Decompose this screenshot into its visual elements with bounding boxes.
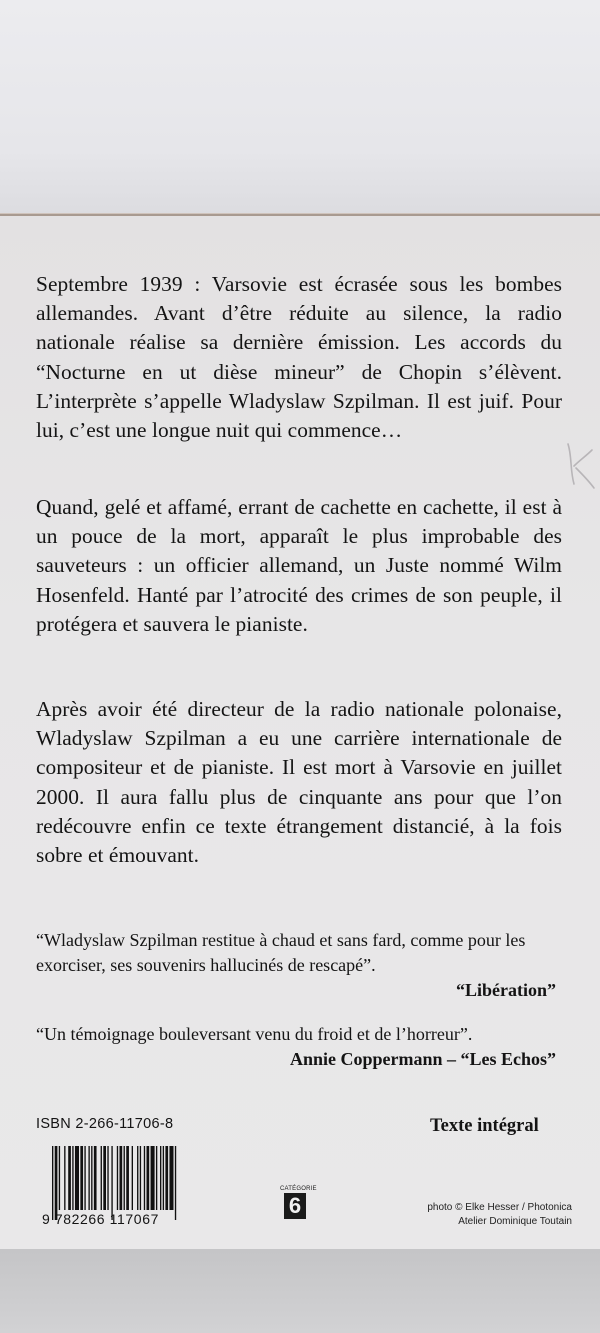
- press-quote-1: “Wladyslaw Szpilman restitue à chaud et sans fard, comme pour les exorciser, ses souvenirs hallucinés de rescapé”.: [36, 930, 526, 975]
- barcode-bar: [156, 1146, 157, 1210]
- barcode-bar: [117, 1146, 118, 1210]
- barcode-bar: [163, 1146, 164, 1210]
- isbn-label: ISBN 2-266-11706-8: [36, 1116, 174, 1132]
- barcode-bar: [84, 1146, 85, 1210]
- barcode-bar: [147, 1146, 150, 1210]
- barcode-bar: [55, 1146, 58, 1220]
- barcode-bar: [175, 1146, 176, 1220]
- category-label: CATÉGORIE: [280, 1186, 317, 1192]
- barcode-bar: [68, 1146, 71, 1210]
- category-badge: [280, 1186, 317, 1230]
- barcode-bar: [94, 1146, 97, 1210]
- barcode-bar: [91, 1146, 92, 1210]
- barcode-bar: [88, 1146, 89, 1210]
- edition-note: Texte intégral: [430, 1116, 539, 1136]
- barcode-bar: [120, 1146, 123, 1210]
- barcode-bar: [124, 1146, 125, 1210]
- photo-credit: photo © Elke Hesser / Photonica: [427, 1202, 572, 1213]
- barcode-bar: [151, 1146, 155, 1210]
- barcode-bar: [165, 1146, 168, 1210]
- barcode-bar: [137, 1146, 138, 1210]
- barcode-bar: [107, 1146, 108, 1210]
- press-quote-1-source: “Libération”: [455, 980, 556, 1000]
- barcode-bar: [140, 1146, 141, 1210]
- table-surface-bottom: [0, 1245, 600, 1333]
- barcode-bar: [59, 1146, 60, 1210]
- barcode-bar: [126, 1146, 129, 1210]
- barcode-number: 9 782266 117067: [42, 1211, 159, 1226]
- barcode-bar: [75, 1146, 79, 1210]
- pencil-scribble: [562, 436, 600, 496]
- barcode-bar: [144, 1146, 145, 1210]
- category-number: 6: [284, 1193, 306, 1219]
- barcode-bar: [52, 1146, 53, 1220]
- press-quote-2-source: Annie Coppermann – “Les Echos”: [289, 1049, 556, 1069]
- barcode-bar: [80, 1146, 83, 1210]
- barcode-bar: [101, 1146, 102, 1210]
- barcode-bar: [103, 1146, 106, 1210]
- barcode-bar: [132, 1146, 133, 1210]
- blurb-paragraph-3: Après avoir été directeur de la radio nationale polonaise, Wladyslaw Szpilman a eu une carrière internationale de compositeur et de pianiste. Il est mort à Varsovie en juillet 2000. Il aura fallu plus de cinquante ans pour que l’on redécouvre enfin ce texte étrangement distancié, à la fois sobre et émouvant.: [36, 697, 562, 868]
- barcode: [38, 1146, 228, 1226]
- blurb-paragraph-1: Septembre 1939 : Varsovie est écrasée sous les bombes allemandes. Avant d’être réduite au silence, la radio nationale réalise sa dernière émission. Les accords du “Nocturne en ut dièse mineur” de Chopin s’élèvent. L’interprète s’appelle Wladyslaw Szpilman. Il est juif. Pour lui, c’est une longue nuit qui commence…: [36, 272, 562, 443]
- barcode-bar: [111, 1146, 112, 1220]
- table-surface-top: [0, 0, 600, 215]
- barcode-bar: [160, 1146, 161, 1210]
- press-quote-2: “Un témoignage bouleversant venu du froid et de l’horreur”.: [36, 1024, 473, 1044]
- design-credit: Atelier Dominique Toutain: [458, 1216, 572, 1227]
- barcode-bar: [169, 1146, 173, 1210]
- barcode-bar: [64, 1146, 65, 1210]
- barcode-bar: [72, 1146, 73, 1210]
- blurb-paragraph-2: Quand, gelé et affamé, errant de cachette en cachette, il est à un pouce de la mort, apparaît le plus improbable des sauveteurs : un officier allemand, un Juste nommé Wilm Hosenfeld. Hanté par l’atrocité des crimes de son peuple, il protégera et sauvera le pianiste.: [36, 495, 562, 636]
- credits: [392, 1201, 572, 1229]
- barcode-bars: [52, 1146, 176, 1220]
